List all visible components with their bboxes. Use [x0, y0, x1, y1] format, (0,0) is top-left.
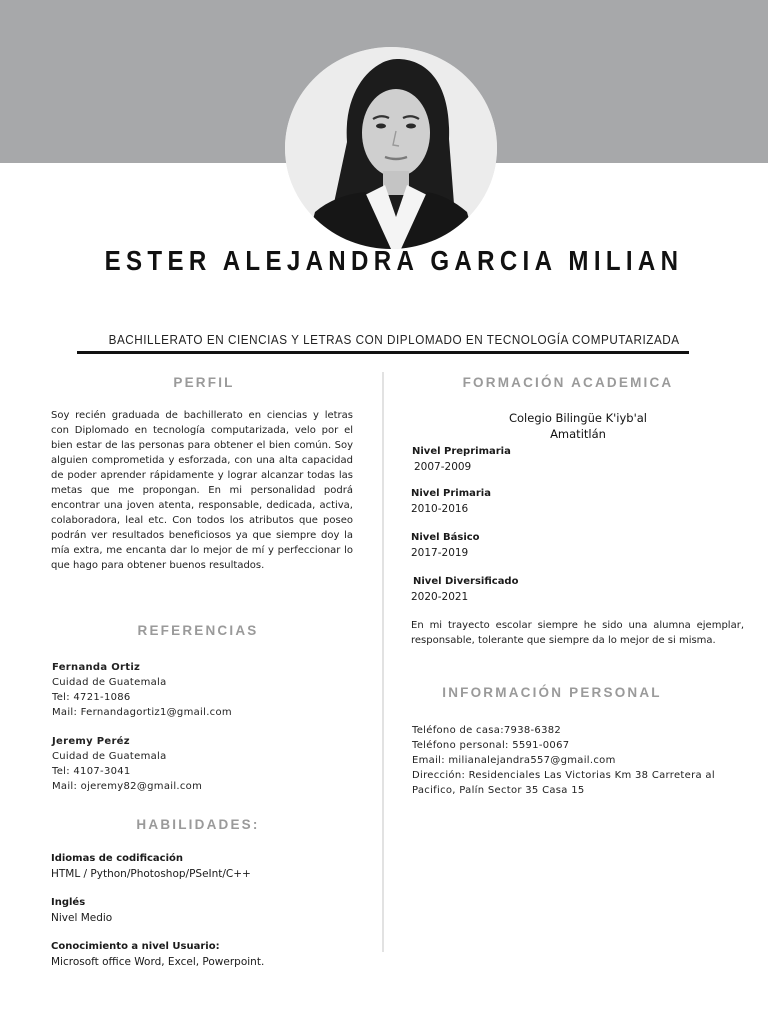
skill-item: [51, 896, 371, 925]
level-years: 2007-2009: [414, 460, 472, 473]
reference-tel: Tel: 4107-3041: [52, 766, 131, 777]
personal-phone: Teléfono personal: 5591-0067: [412, 740, 570, 751]
level-label: Nivel Diversificado: [413, 576, 519, 587]
perfil-heading: PERFIL: [173, 375, 235, 390]
school-line-1: Colegio Bilingüe K'iyb'al: [508, 411, 647, 425]
habilidades-heading: HABILIDADES:: [136, 817, 260, 832]
header-divider: [77, 351, 689, 354]
level-label: Nivel Primaria: [411, 488, 491, 499]
education-level: [411, 487, 711, 516]
education-level: [411, 531, 711, 560]
reference-mail: Mail: ojeremy82@gmail.com: [52, 781, 203, 792]
reference-mail: Mail: Fernandagortiz1@gmail.com: [52, 707, 232, 718]
skill-label: Idiomas de codificación: [51, 853, 184, 864]
profile-photo: [285, 47, 497, 249]
level-label: Nivel Básico: [411, 532, 480, 543]
reference-item: [52, 660, 352, 720]
skill-value: Microsoft office Word, Excel, Powerpoint.: [51, 955, 265, 968]
skill-label: Conocimiento a nivel Usuario:: [51, 941, 220, 952]
level-label: Nivel Preprimaria: [412, 446, 511, 457]
personal-info: [412, 723, 732, 798]
skill-value: HTML / Python/Photoshop/PSeInt/C++: [51, 867, 251, 880]
home-phone: Teléfono de casa:7938-6382: [412, 725, 562, 736]
level-years: 2020-2021: [411, 590, 469, 603]
reference-name: Fernanda Ortiz: [52, 662, 141, 673]
skill-item: [51, 940, 371, 969]
personal-heading: INFORMACIÓN PERSONAL: [442, 685, 662, 700]
reference-tel: Tel: 4721-1086: [52, 692, 131, 703]
column-divider: [382, 372, 384, 952]
level-years: 2017-2019: [411, 546, 469, 559]
degree-subtitle: BACHILLERATO EN CIENCIAS Y LETRAS CON DIPLOMADO EN TECNOLOGÍA COMPUTARIZADA: [108, 332, 680, 347]
skill-item: [51, 852, 371, 881]
formacion-summary: En mi trayecto escolar siempre he sido una alumna ejemplar, responsable, tolerante que siempre da lo mejor de si misma.: [411, 620, 744, 646]
school-name: [384, 410, 768, 442]
reference-item: [52, 734, 352, 794]
referencias-heading: REFERENCIAS: [137, 623, 259, 638]
portrait-image: [285, 47, 497, 249]
formacion-heading: FORMACIÓN ACADEMICA: [462, 375, 674, 390]
full-name: ESTER ALEJANDRA GARCIA MILIAN: [104, 245, 684, 276]
education-level: [413, 575, 713, 604]
school-line-2: Amatitlán: [550, 427, 606, 441]
skill-label: Inglés: [51, 897, 86, 908]
reference-city: Cuidad de Guatemala: [52, 677, 167, 688]
reference-name: Jeremy Peréz: [52, 736, 130, 747]
level-years: 2010-2016: [411, 502, 469, 515]
skill-value: Nivel Medio: [51, 911, 113, 924]
education-level: [412, 445, 712, 474]
reference-city: Cuidad de Guatemala: [52, 751, 167, 762]
perfil-text: Soy recién graduada de bachillerato en ciencias y letras con Diplomado en tecnología computarizada, velo por el bien estar de las personas para obtener el bien común. Soy alguien comprometida y esforzada, con una alta capacidad de poder aprender rápidamente y lograr alcanzar todas las metas que me propongan. En mi personalidad podrá encontrar una joven atenta, responsable, dedicada, activa, colaboradora, leal etc. Con todos los atributos que poseo podrán ver resultados beneficiosos ya que siempre doy la mía extra, me encanta dar lo mejor de mí y perfeccionar lo que hago para obtener buenos resultados.: [51, 410, 353, 571]
personal-address: Dirección: Residenciales Las Victorias Km 38 Carretera al Pacifico, Palín Sector 35 Casa 15: [412, 770, 715, 796]
personal-email: Email: milianalejandra557@gmail.com: [412, 755, 616, 766]
